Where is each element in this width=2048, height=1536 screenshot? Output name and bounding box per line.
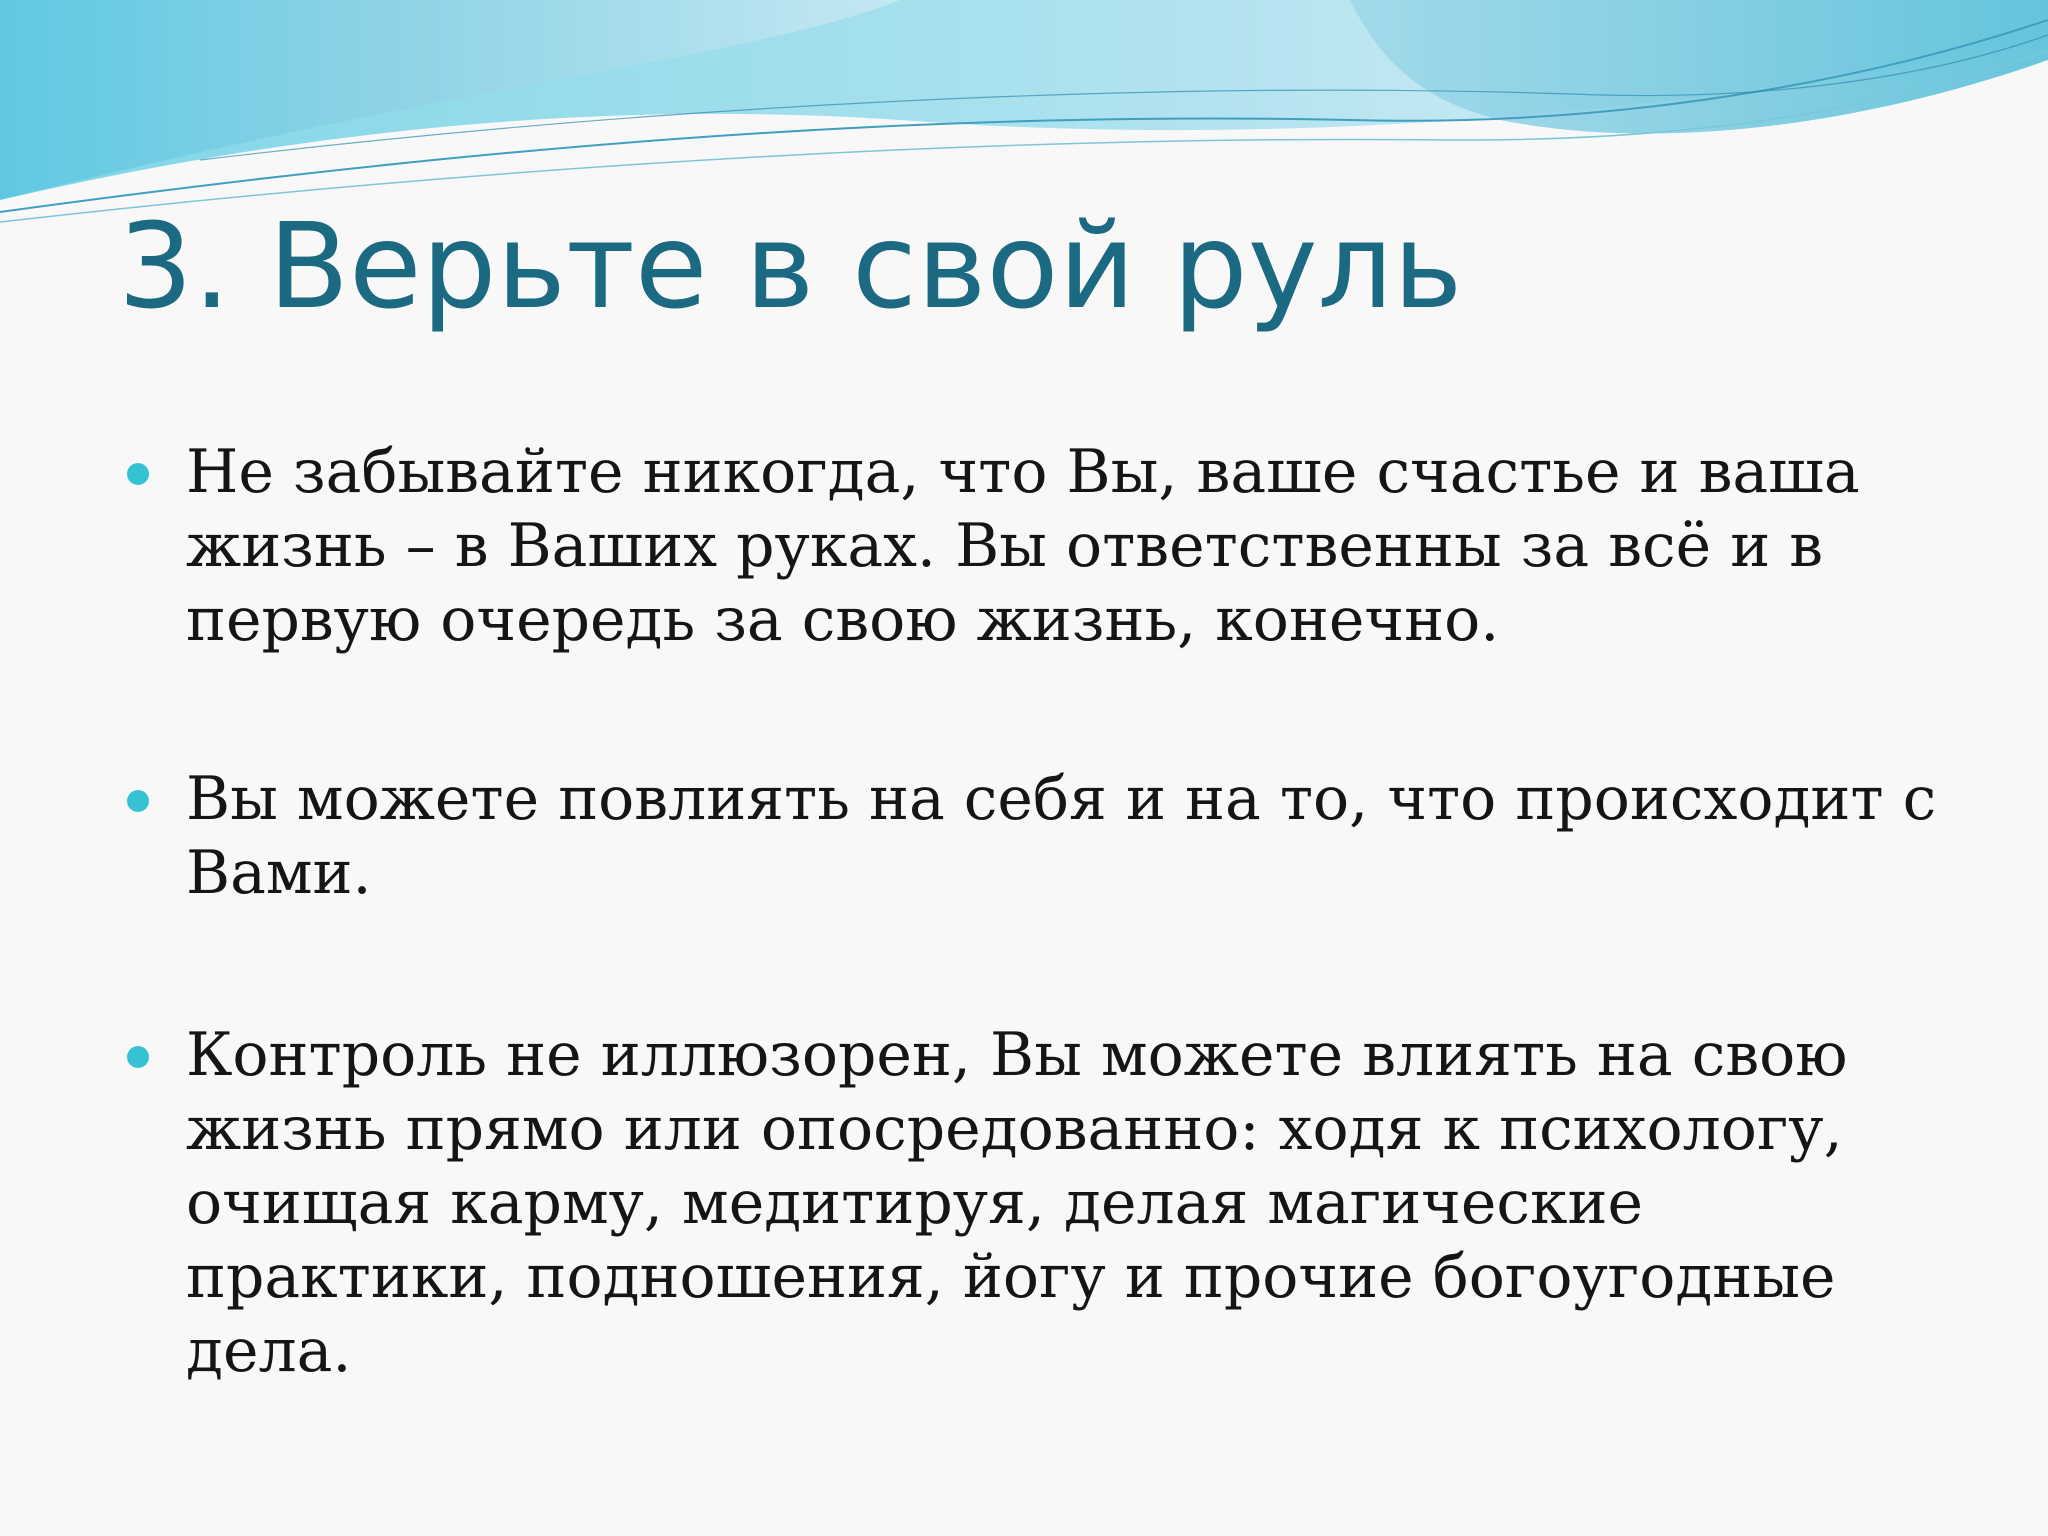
bullet-line: жизнь – в Ваших руках. Вы ответственны за всё и в [186,511,1824,581]
bullet-line: первую очередь за свою жизнь, конечно. [186,585,1500,655]
bullet-text [186,1018,1886,1388]
bullet-text [186,435,1886,657]
bullet-line: Контроль не иллюзорен, Вы можете влиять на свою [186,1020,1848,1090]
bullet-dot-icon [127,1046,149,1068]
bullet-line: Не забывайте никогда, что Вы, ваше счастье и ваша [186,437,1860,507]
bullet-line: Вы можете повлиять на себя и на то, что происходит с [186,764,1937,834]
bullet-line: практики, подношения, йогу и прочие богоугодные [186,1242,1836,1312]
bullet-line: очищая карму, медитируя, делая магические [186,1168,1643,1238]
bullet-line: жизнь прямо или опосредованно: ходя к психологу, [186,1094,1843,1164]
bullet-text [186,762,1937,910]
slide-title: 3. Верьте в свой руль [118,197,1463,335]
bullet-dot-icon [127,790,149,812]
bullet-line: дела. [186,1316,352,1386]
bullet-dot-icon [127,463,149,485]
bullet-line: Вами. [186,838,372,908]
